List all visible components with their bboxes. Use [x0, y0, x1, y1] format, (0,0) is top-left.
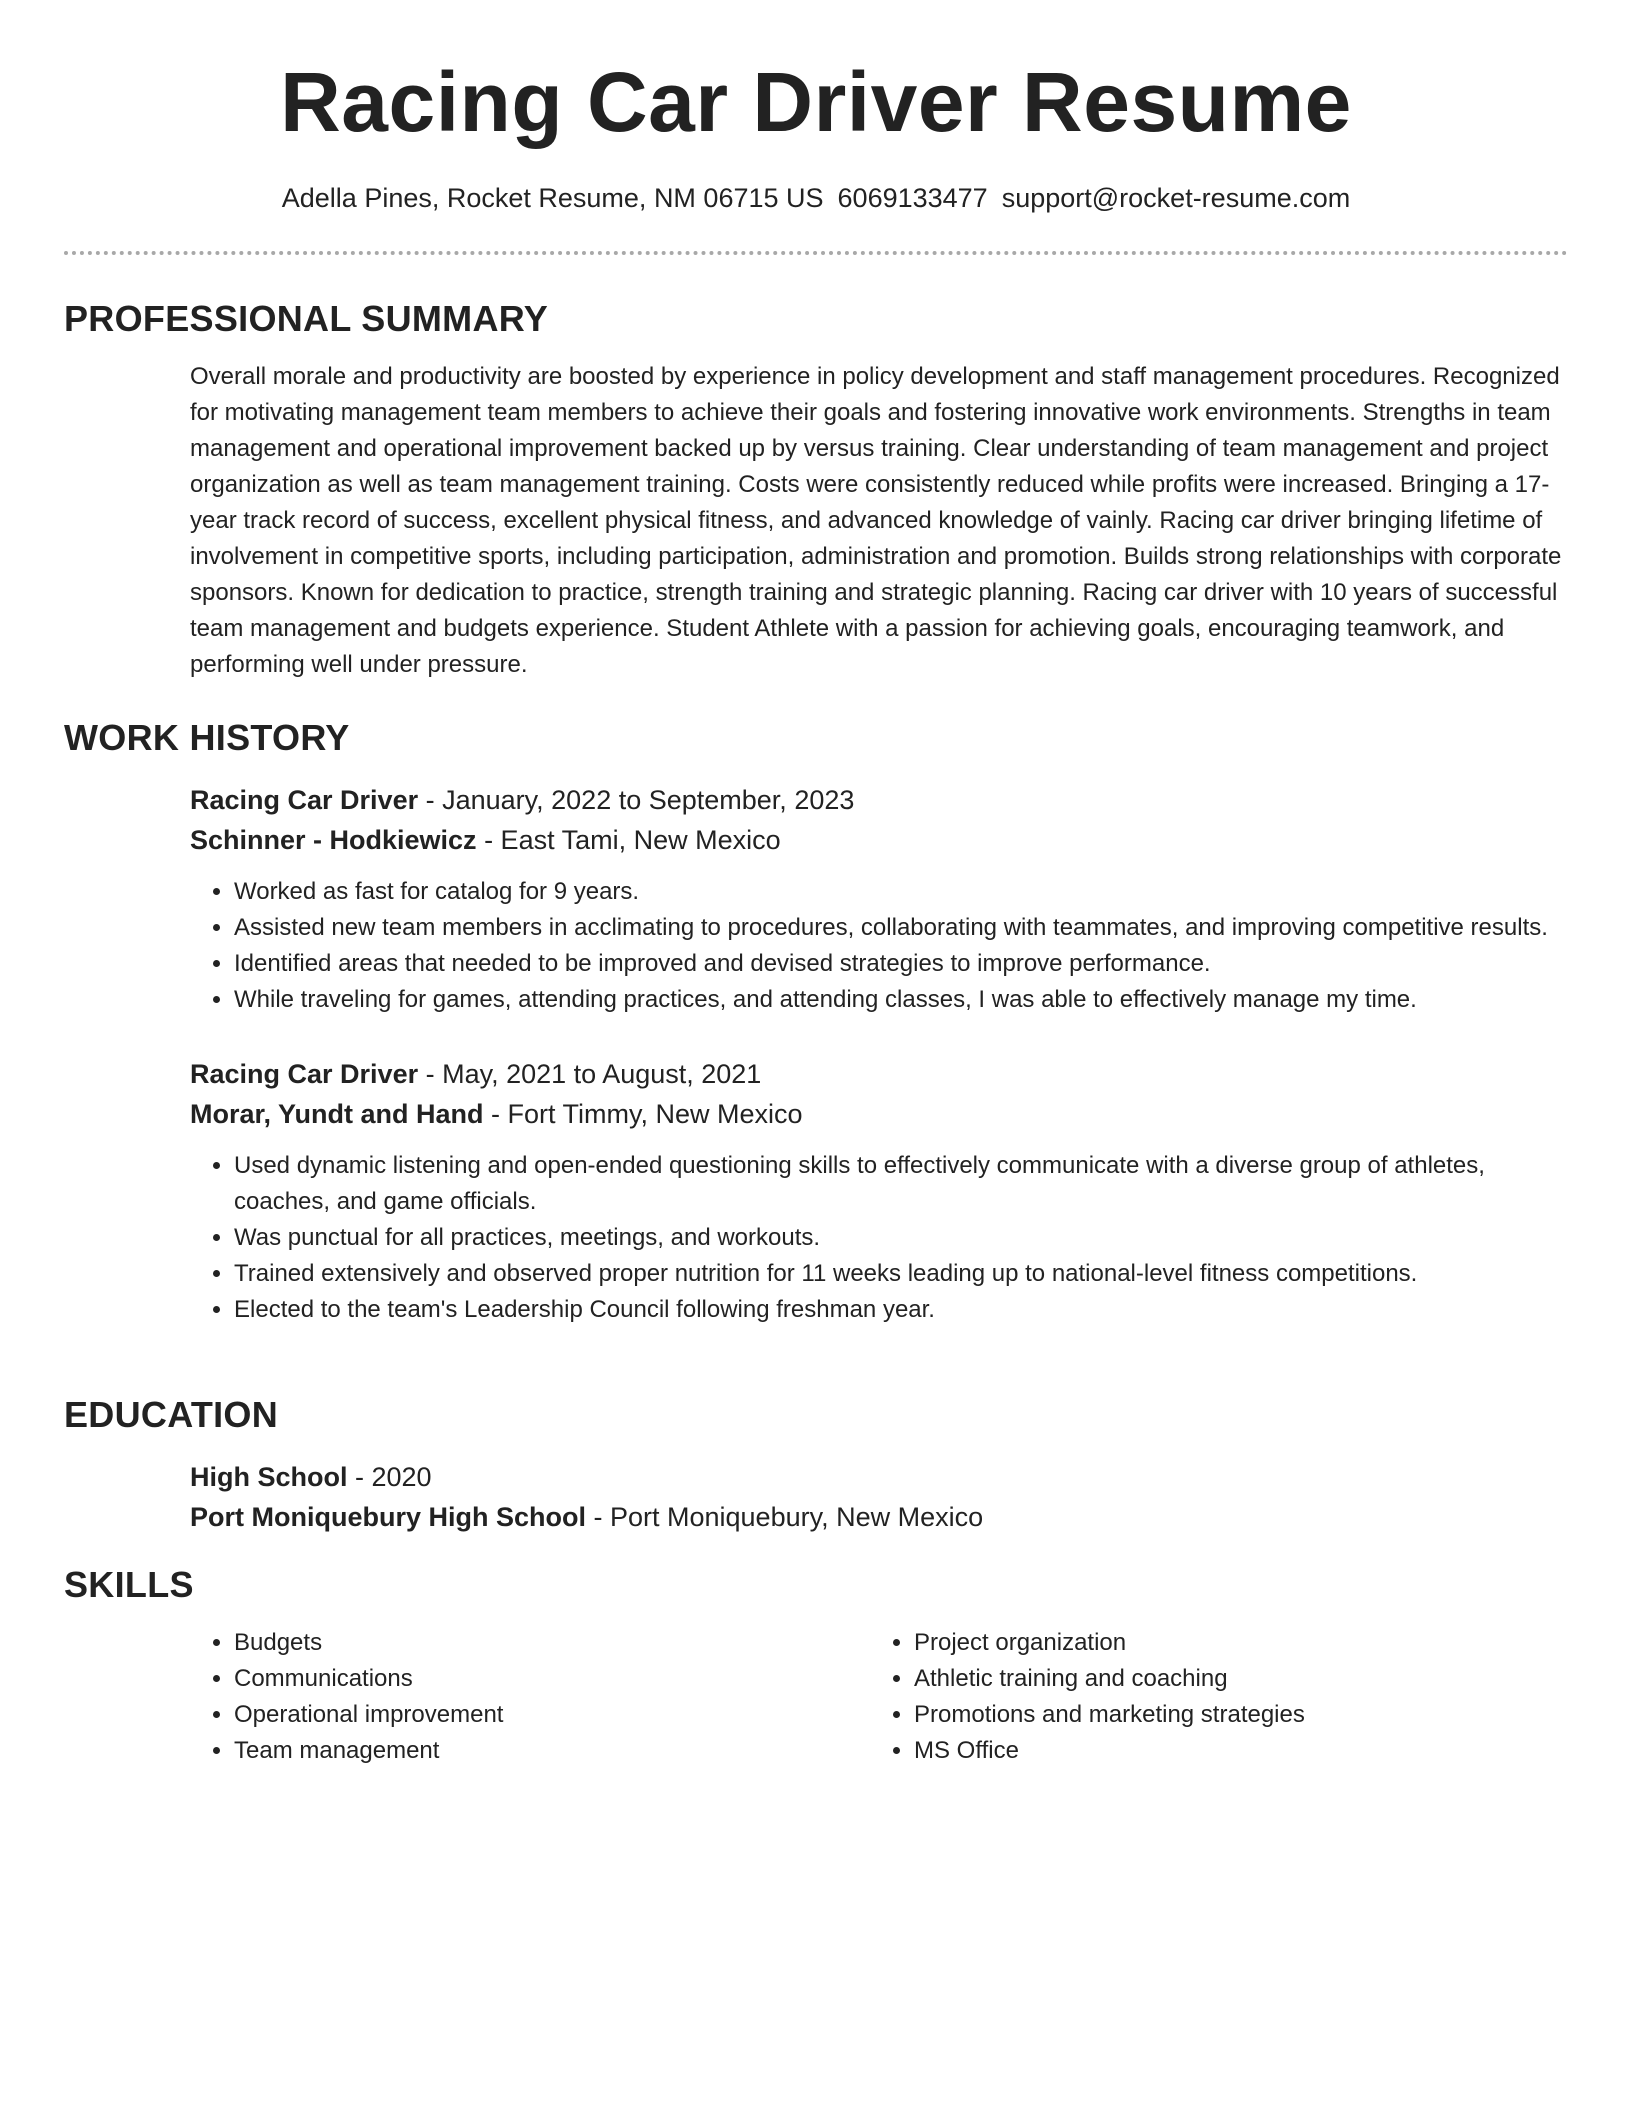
- job-entry: [190, 1054, 1568, 1328]
- education-entry: [190, 1457, 1568, 1537]
- education-degree: High School: [190, 1462, 348, 1492]
- skill-item: • MS Office: [914, 1733, 1550, 1769]
- education-degree-line: [190, 1457, 1568, 1497]
- summary-section: [64, 297, 1568, 683]
- list-item: • Trained extensively and observed proper nutrition for 11 weeks leading up to national-level fitness competitions.: [234, 1256, 1568, 1292]
- job-company-line: [190, 1094, 1568, 1134]
- skills-section: [64, 1563, 1568, 1769]
- job-company: Morar, Yundt and Hand: [190, 1099, 484, 1129]
- education-section: [64, 1393, 1568, 1537]
- skills-list-right: [870, 1625, 1550, 1769]
- list-item: • Worked as fast for catalog for 9 years.: [234, 874, 1568, 910]
- skill-item: • Budgets: [234, 1625, 870, 1661]
- skill-item: • Team management: [234, 1733, 870, 1769]
- education-school-line: [190, 1497, 1568, 1537]
- education-year: - 2020: [347, 1462, 432, 1492]
- job-company: Schinner - Hodkiewicz: [190, 825, 477, 855]
- job-location: - Fort Timmy, New Mexico: [483, 1099, 803, 1129]
- header-divider: [64, 251, 1568, 255]
- resume-title: Racing Car Driver Resume: [280, 55, 1352, 149]
- education-location: - Port Moniquebury, New Mexico: [585, 1502, 984, 1532]
- job-company-line: [190, 820, 1568, 860]
- list-item: • Used dynamic listening and open-ended questioning skills to effectively communicate with a diverse group of athletes, coaches, and game officials.: [234, 1148, 1568, 1220]
- summary-heading: PROFESSIONAL SUMMARY: [64, 298, 549, 339]
- skill-item: • Promotions and marketing strategies: [914, 1697, 1550, 1733]
- job-bullets: [190, 1148, 1568, 1328]
- list-item: • Elected to the team's Leadership Council following freshman year.: [234, 1292, 1568, 1328]
- skills-grid: [190, 1625, 1568, 1769]
- work-history-section: [64, 716, 1568, 1328]
- skill-item: • Project organization: [914, 1625, 1550, 1661]
- contact-address: Adella Pines, Rocket Resume, NM 06715 US: [281, 183, 824, 213]
- education-school: Port Moniquebury High School: [190, 1502, 586, 1532]
- job-title: Racing Car Driver: [190, 1059, 419, 1089]
- skills-list-left: [190, 1625, 870, 1769]
- contact-email: support@rocket-resume.com: [1001, 183, 1351, 213]
- list-item: • Identified areas that needed to be improved and devised strategies to improve performance.: [234, 946, 1568, 982]
- job-entry: [190, 780, 1568, 1018]
- skill-item: • Communications: [234, 1661, 870, 1697]
- skill-item: • Athletic training and coaching: [914, 1661, 1550, 1697]
- job-location: - East Tami, New Mexico: [476, 825, 781, 855]
- job-title-line: [190, 780, 1568, 820]
- skill-item: • Operational improvement: [234, 1697, 870, 1733]
- contact-line: [0, 180, 1632, 216]
- list-item: • While traveling for games, attending practices, and attending classes, I was able to effectively manage my time.: [234, 982, 1568, 1018]
- job-title-line: [190, 1054, 1568, 1094]
- skills-heading: SKILLS: [64, 1564, 194, 1605]
- list-item: • Was punctual for all practices, meetings, and workouts.: [234, 1220, 1568, 1256]
- contact-phone: 6069133477: [837, 183, 988, 213]
- job-dates: - May, 2021 to August, 2021: [418, 1059, 762, 1089]
- education-heading: EDUCATION: [64, 1394, 279, 1435]
- job-dates: - January, 2022 to September, 2023: [418, 785, 855, 815]
- list-item: • Assisted new team members in acclimating to procedures, collaborating with teammates, and improving competitive results.: [234, 910, 1568, 946]
- job-title: Racing Car Driver: [190, 785, 419, 815]
- work-history-heading: WORK HISTORY: [64, 717, 350, 758]
- job-bullets: [190, 874, 1568, 1018]
- summary-text: Overall morale and productivity are boosted by experience in policy development and staff management procedures. Recognized for motivating management team members to achieve their goals and fostering innovative work environments. Strengths in team management and operational improvement backed up by versus training. Clear understanding of team management and project organization as well as team management training. Costs were consistently reduced while profits were increased. Bringing a 17-year track record of success, excellent physical fitness, and advanced knowledge of vainly. Racing car driver bringing lifetime of involvement in competitive sports, including participation, administration and promotion. Builds strong relationships with corporate sponsors. Known for dedication to practice, strength training and strategic planning. Racing car driver with 10 years of successful team management and budgets experience. Student Athlete with a passion for achieving goals, encouraging teamwork, and performing well under pressure.: [190, 363, 1562, 678]
